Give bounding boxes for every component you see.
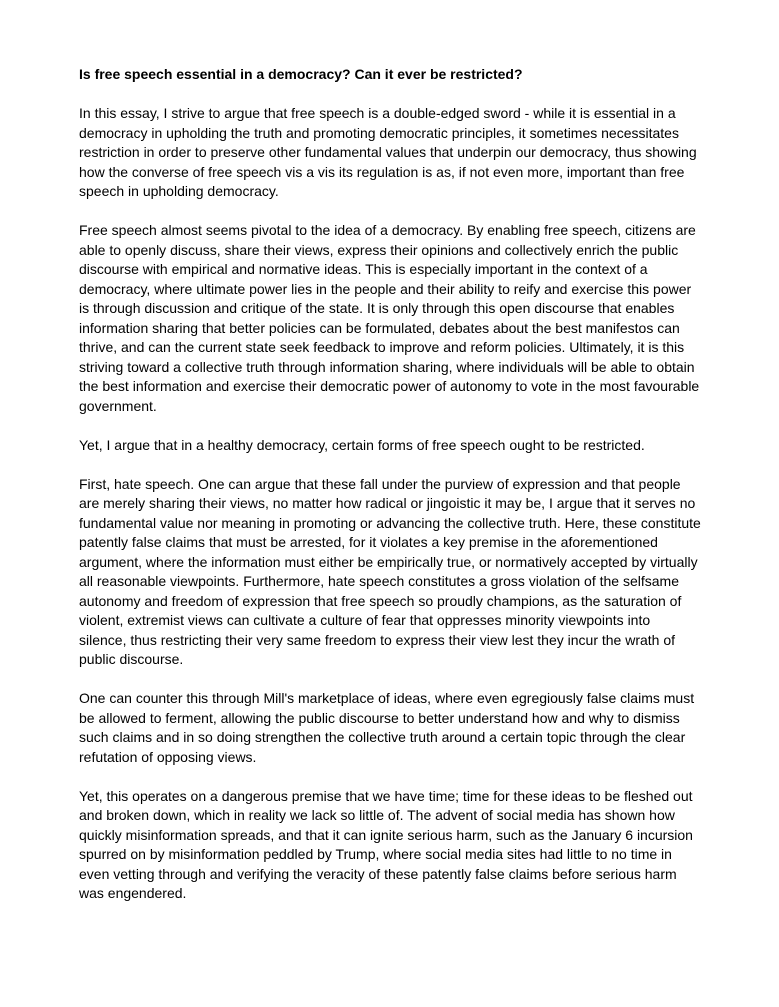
essay-paragraph-intro: In this essay, I strive to argue that free speech is a double-edged sword - while it is essential in a democracy in upholding the truth and promoting democratic principles, it sometimes necessitates restriction in order to preserve other fundamental values that underpin our democracy, thus showing how the converse of free speech vis a vis its regulation is as, if not even more, important than free speech in upholding democracy. [79, 105, 697, 199]
essay-paragraph-hate-speech: First, hate speech. One can argue that these fall under the purview of expression and that people are merely sharing their views, no matter how radical or jingoistic it may be, I argue that it serves no fundamental value nor meaning in promoting or advancing the collective truth. Here, these constitute patently false claims that must be arrested, for it violates a key premise in the aforementioned argument, where the information must either be empirically true, or normatively accepted by virtually all reasonable viewpoints. Furthermore, hate speech constitutes a gross violation of the selfsame autonomy and freedom of expression that free speech so proudly champions, as the saturation of violent, extremist views can cultivate a culture of fear that oppresses minority viewpoints into silence, thus restricting their very same freedom to express their view lest they incur the wrath of public discourse. [79, 475, 701, 667]
essay-paragraph-mills-counter: One can counter this through Mill's marketplace of ideas, where even egregiously false claims must be allowed to ferment, allowing the public discourse to better understand how and why to dismiss such claims and in so doing strengthen the collective truth around a certain topic through the clear refutation of opposing views. [79, 690, 695, 765]
essay-paragraph-dangerous-premise: Yet, this operates on a dangerous premise that we have time; time for these ideas to be fleshed out and broken down, which in reality we lack so little of. The advent of social media has shown how quickly misinformation spreads, and that it can ignite serious harm, such as the January 6 incursion spurred on by misinformation peddled by Trump, where social media sites had little to no time in even vetting through and verifying the veracity of these patently false claims before serious harm was engendered. [79, 787, 693, 901]
essay-paragraph-thesis: Yet, I argue that in a healthy democracy, certain forms of free speech ought to be restricted. [79, 436, 645, 453]
essay-paragraph-free-speech-pivotal: Free speech almost seems pivotal to the idea of a democracy. By enabling free speech, citizens are able to openly discuss, share their views, express their opinions and collectively enrich the public discourse with empirical and normative ideas. This is especially important in the context of a democracy, where ultimate power lies in the people and their ability to reify and exercise this power is through discussion and critique of the state. It is only through this open discourse that enables information sharing that better policies can be formulated, debates about the best manifestos can thrive, and can the current state seek feedback to improve and reform policies. Ultimately, it is this striving toward a collective truth through information sharing, where individuals will be able to obtain the best information and exercise their democratic power of autonomy to vote in the most favourable government. [79, 222, 700, 414]
essay-title: Is free speech essential in a democracy? Can it ever be restricted? [79, 66, 523, 82]
